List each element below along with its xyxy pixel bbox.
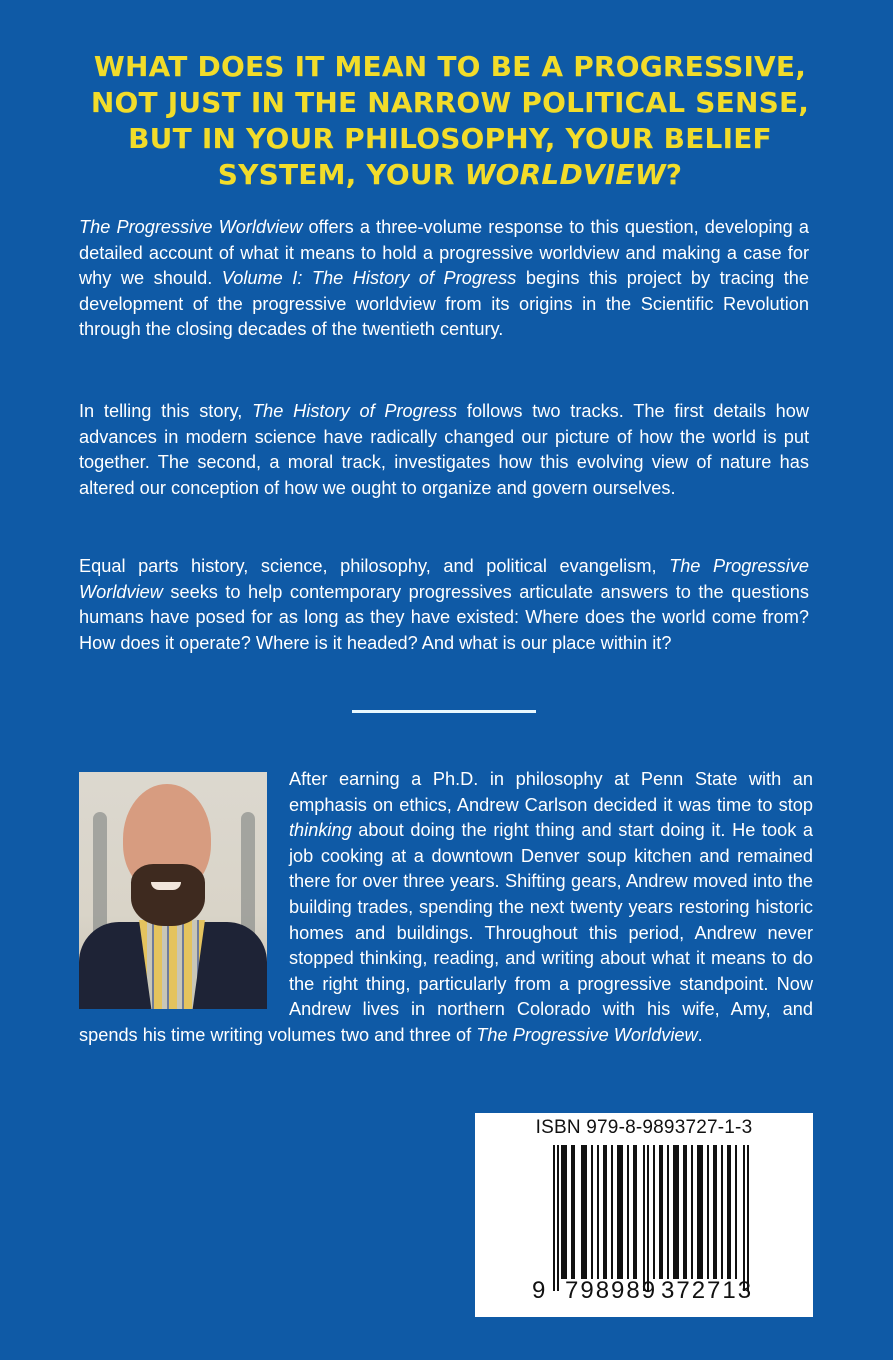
barcode-digits-left: 798989: [565, 1277, 658, 1304]
description-paragraph-1: [79, 215, 809, 343]
bio-text: about doing the right thing and start doing it. He took a job cooking at a downtown Denver soup kitchen and remained there for over three years. Shifting gears, Andrew moved into the building trades, spending the next twenty years restoring historic homes and buildings. Throughout this period, Andrew never stopped thinking, reading, and writing about what it means to do the right thing, particularly from a progressive standpoint. Now Andrew lives in northern Colorado with his wife, Amy, and spends his time writing volumes two and three of: [79, 820, 813, 1045]
paragraph-text: In telling this story,: [79, 401, 253, 421]
paragraph-text: seeks to help contemporary progressives articulate answers to the questions humans have posed for as long as they have existed: Where does the world come from? How does it operate? Where is it headed? And what is our place within it?: [79, 581, 809, 653]
paragraph-text: Equal parts history, science, philosophy, and political evangelism,: [79, 556, 670, 576]
headline-emphasis: WORLDVIEW: [464, 158, 666, 191]
bio-text: .: [697, 1024, 703, 1045]
book-title: The Progressive Worldview: [476, 1024, 698, 1045]
headline-text: SYSTEM, YOUR: [217, 158, 465, 191]
paragraph-text: follows two tracks. The first details how advances in modern science have radically changed our picture of how the world is put together. The second, a moral track, investigates how this evolving view of nature has altered our conception of how we ought to organize and govern ourselves.: [79, 401, 810, 498]
barcode-digits-right: 372713: [661, 1277, 754, 1304]
headline-text: ?: [665, 158, 683, 191]
barcode-bars-icon: [553, 1145, 753, 1291]
description-paragraph-2: [79, 399, 809, 501]
author-bio: [79, 767, 813, 1049]
volume-title: Volume I: The History of Progress: [221, 268, 517, 289]
book-title: The Progressive Worldview: [79, 556, 809, 602]
headline-line-4: [70, 157, 830, 193]
paragraph-text: offers a three-volume response to this question, developing a detailed account of what it means to hold a progressive worldview and making a case for why we should.: [79, 217, 809, 289]
section-divider: [352, 710, 536, 713]
description-paragraph-3: [79, 554, 809, 656]
bio-emphasis: thinking: [289, 820, 352, 841]
isbn-barcode: [475, 1113, 813, 1317]
paragraph-text: begins this project by tracing the development of the progressive worldview from its origins in the Scientific Revolution through the closing decades of the twentieth century.: [79, 268, 809, 340]
smile-shape: [151, 882, 181, 890]
isbn-label: ISBN 979-8-9893727-1-3: [535, 1117, 753, 1138]
headline-line-2: NOT JUST IN THE NARROW POLITICAL SENSE,: [90, 86, 810, 119]
book-title: The Progressive Worldview: [79, 217, 303, 237]
headline-line-1: WHAT DOES IT MEAN TO BE A PROGRESSIVE,: [93, 50, 807, 83]
author-photo: [79, 772, 267, 1009]
bio-text: After earning a Ph.D. in philosophy at Penn State with an emphasis on ethics, Andrew Carlson decided it was time to stop: [289, 769, 813, 815]
beard-shape: [131, 864, 205, 926]
volume-title: The History of Progress: [252, 401, 458, 421]
headline-line-3: BUT IN YOUR PHILOSOPHY, YOUR BELIEF: [128, 122, 772, 155]
barcode-digit-first: 9: [532, 1277, 548, 1304]
headline: [70, 49, 830, 193]
